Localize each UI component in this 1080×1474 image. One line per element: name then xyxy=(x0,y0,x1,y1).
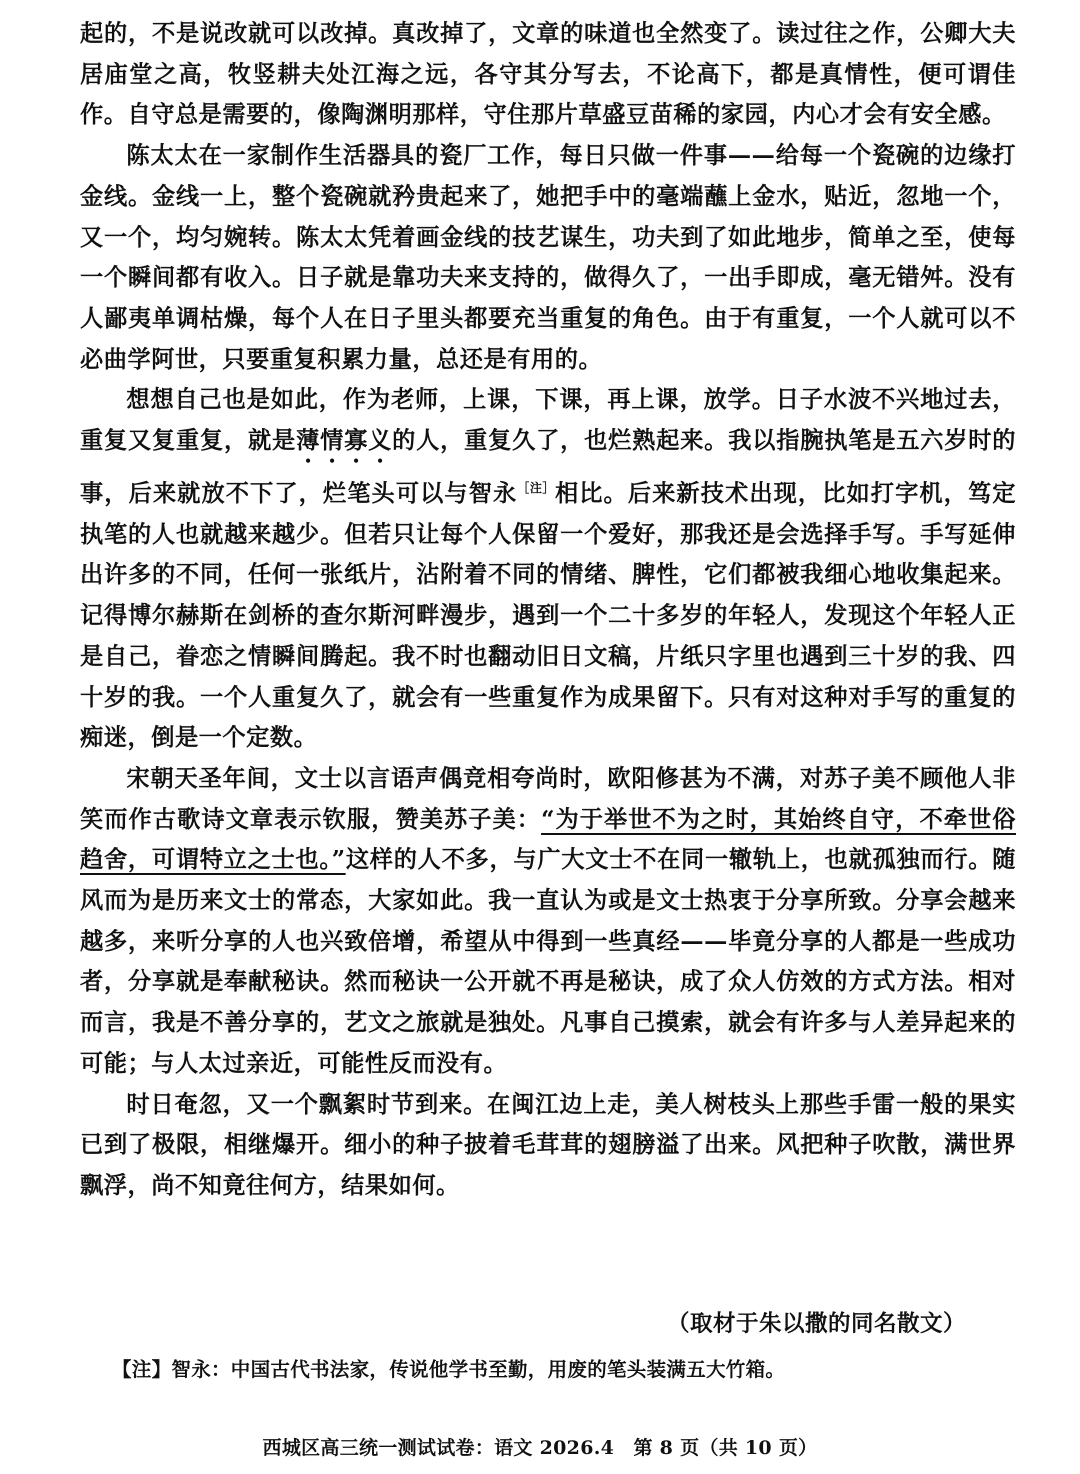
footnote-marker: ［注］ xyxy=(517,481,555,496)
footnote: 【注】智永：中国古代书法家，传说他学书至勤，用废的笔头装满五大竹箱。 xyxy=(112,1358,786,1381)
paragraph-4-text-b: 这样的人不多，与广大文士不在同一辙轨上，也就孤独而行。随风而为是历来文士的常态，大家如此。我一直认为或是文士热衷于分享所致。分享会越来越多，来听分享的人也兴致倍增，希望从中得到一些真经——毕竟分享的人都是一些成功者，分享就是奉献秘诀。然而秘诀一公开就不再是秘诀，成了众人仿效的方式方法。相对而言，我是不善分享的，艺文之旅就是独处。凡事自己摸索，就会有许多与人差异起来的可能；与人太过亲近，可能性反而没有。 xyxy=(80,846,1016,1077)
paragraph-1-text: 起的，不是说改就可以改掉。真改掉了，文章的味道也全然变了。读过往之作，公卿大夫居庙堂之高，牧竖耕夫处江海之远，各守其分写去，不论高下，都是真情性，便可谓佳作。自守总是需要的，像陶渊明那样，守住那片草盛豆苗稀的家园，内心才会有安全感。 xyxy=(80,20,1016,129)
paragraph-2-text: 陈太太在一家制作生活器具的瓷厂工作，每日只做一件事——给每一个瓷碗的边缘打金线。金线一上，整个瓷碗就矜贵起来了，她把手中的毫端蘸上金水，贴近，忽地一个，又一个，均匀婉转。陈太太凭着画金线的技艺谋生，功夫到了如此地步，简单之至，使每一个瞬间都有收入。日子就是靠功夫来支持的，做得久了，一出手即成，毫无错舛。没有人鄙夷单调枯燥，每个人在日子里头都要充当重复的角色。由于有重复，一个人就可以不必曲学阿世，只要重复积累力量，总还是有用的。 xyxy=(80,142,1016,373)
underlined-quote: “为于举世不为之时，其始终自守，不牵世俗趋舍，可谓特立之士也。” xyxy=(80,805,1016,874)
paragraph-5-text: 时日奄忽，又一个飘絮时节到来。在闽江边上走，美人树枝头上那些手雷一般的果实已到了极限，相继爆开。细小的种子披着毛茸茸的翅膀溢了出来。风把种子吹散，满世界飘浮，尚不知竟往何方，结果如何。 xyxy=(80,1090,1016,1199)
paragraph-3-text-c: 相比。后来新技术出现，比如打字机，笃定执笔的人也就越来越少。但若只让每个人保留一个爱好，那我还是会选择手写。手写延伸出许多的不同，任何一张纸片，沾附着不同的情绪、脾性，它们都被我细心地收集起来。记得博尔赫斯在剑桥的查尔斯河畔漫步，遇到一个二十多岁的年轻人，发现这个年轻人正是自己，眷恋之情瞬间腾起。我不时也翻动旧日文稿，片纸只字里也遇到三十岁的我、四十岁的我。一个人重复久了，就会有一些重复作为成果留下。只有对这种对手写的重复的痴迷，倒是一个定数。 xyxy=(80,480,1016,752)
paragraph-4 xyxy=(80,759,1016,1085)
paragraph-2 xyxy=(80,136,1016,380)
essay-body xyxy=(80,14,1016,1207)
paragraph-5 xyxy=(80,1085,1016,1207)
paragraph-1 xyxy=(80,14,1016,136)
paragraph-3-text-b: 的人，重复久了，也烂熟起来。我以指腕执笔是五六岁时的事，后来就放不下了，烂笔头可以与智永 xyxy=(80,427,1016,508)
source-attribution: （取材于朱以撒的同名散文） xyxy=(666,1311,966,1337)
paragraph-3-text-a: 想想自己也是如此，作为老师，上课，下课，再上课，放学。日子水波不兴地过去，重复又复重复，就是 xyxy=(80,386,1016,455)
paragraph-4-text-a: 宋朝天圣年间，文士以言语声偶竞相夸尚时，欧阳修甚为不满，对苏子美不顾他人非笑而作古歌诗文章表示钦服，赞美苏子美： xyxy=(80,764,1016,833)
emphasized-phrase: 薄情寡义 xyxy=(296,427,393,455)
paragraph-3 xyxy=(80,380,1016,759)
page-footer: 西城区高三统一测试试卷：语文 2026.4 第 8 页（共 10 页） xyxy=(262,1437,818,1459)
